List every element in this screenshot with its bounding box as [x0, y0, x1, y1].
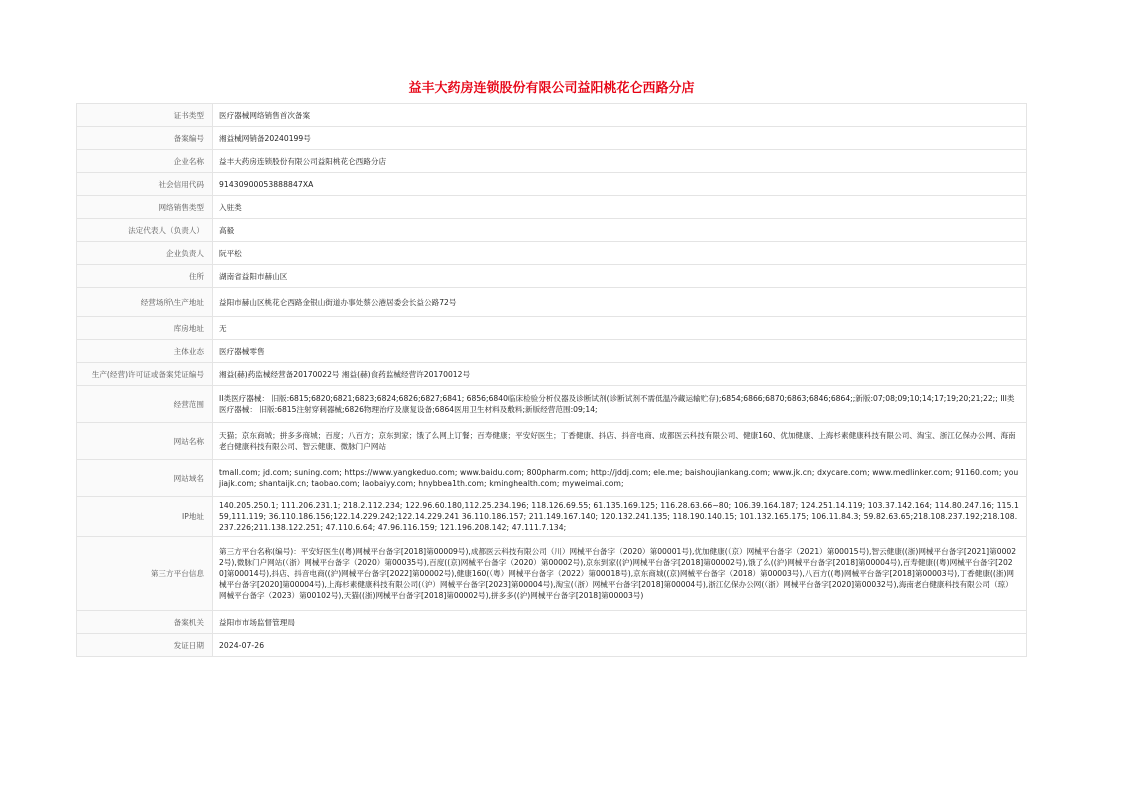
table-row: [77, 634, 1027, 657]
page-title: 益丰大药房连锁股份有限公司益阳桃花仑西路分店: [408, 81, 695, 96]
row-value: 湖南省益阳市赫山区: [213, 265, 1027, 288]
row-label: 网站域名: [77, 460, 213, 497]
row-value: 无: [213, 317, 1027, 340]
record-sheet: [76, 76, 1027, 657]
row-label: 发证日期: [77, 634, 213, 657]
row-value: 入驻类: [213, 196, 1027, 219]
table-row: [77, 104, 1027, 127]
row-label: IP地址: [77, 497, 213, 537]
table-row: [77, 317, 1027, 340]
row-label: 备案机关: [77, 611, 213, 634]
row-label: 证书类型: [77, 104, 213, 127]
row-label: 备案编号: [77, 127, 213, 150]
table-row: [77, 460, 1027, 497]
table-row: [77, 196, 1027, 219]
row-value: 91430900053888847XA: [213, 173, 1027, 196]
table-row: [77, 150, 1027, 173]
row-label: 网站名称: [77, 423, 213, 460]
table-row: [77, 537, 1027, 611]
table-row: [77, 363, 1027, 386]
table-row: [77, 386, 1027, 423]
row-value: 第三方平台名称(编号)：平安好医生((粤)网械平台备字[2018]第00009号),成都医云科技有限公司（川）网械平台备字（2020）第00001号),优加健康(（京）网械平台备字（2021）第00015号),智云健康((浙)网械平台备字[2021]第00022号),微脉门户网站(（浙）网械平台备字（2020）第00035号),百度((京)网械平台备字（2020）第00002号),京东到家((沪)网械平台备字[2018]第00002号),饿了么((沪)网械平台备字[2018]第00004号),百寿健康((粤)网械平台备字[2020]第00014号),抖店、抖音电商((沪)网械平台备字[2022]第00002号),健康160(（粤）网械平台备字（2022）第00018号),京东商城((京)网械平台备字（2018）第00003号),八百方((粤)网械平台备字[2018]第00003号),丁香健康((浙)网械平台备字[2020]第00004号),上海杉素健康科技有限公司(（沪）网械平台备字[2023]第00004号),淘宝(（浙）网械平台备字[2018]第00004号),浙江亿保办公网(（浙）网械平台备字[2020]第00032号),海南老白健康科技有限公司（琼）网械平台备字（2023）第00102号),天猫((浙)网械平台备字[2018]第00002号),拼多多((沪)网械平台备字[2018]第00003号): [213, 537, 1027, 611]
table-row: [77, 242, 1027, 265]
row-label: 经营范围: [77, 386, 213, 423]
table-row: [77, 127, 1027, 150]
row-label: 经营场所\生产地址: [77, 288, 213, 317]
row-value: II类医疗器械： 旧版:6815;6820;6821;6823;6824;6826;6827;6841; 6856;6840临床检验分析仪器及诊断试剂(诊断试剂不需低温冷藏运输贮存);6854;6866;6870;6863;6846;6864;;新版:07;08;09;10;14;17;19;20;21;22;; III类医疗器械： 旧版:6815注射穿刺器械;6826物理治疗及康复设备;6864医用卫生材料及敷料;新版经营范围:09;14;: [213, 386, 1027, 423]
table-row: [77, 265, 1027, 288]
row-value: 天猫；京东商城；拼多多商城；百度；八百方；京东到家；饿了么网上订餐；百寿健康；平安好医生；丁香健康、抖店、抖音电商、成都医云科技有限公司、健康160、优加健康、上海杉素健康科技有限公司、淘宝、浙江亿保办公网、海南老白健康科技有限公司、智云健康、微脉门户网站: [213, 423, 1027, 460]
row-label: 社会信用代码: [77, 173, 213, 196]
row-label: 企业负责人: [77, 242, 213, 265]
row-value: 益阳市市场监督管理局: [213, 611, 1027, 634]
row-value: 高毅: [213, 219, 1027, 242]
table-row: [77, 423, 1027, 460]
table-row: [77, 611, 1027, 634]
row-label: 网络销售类型: [77, 196, 213, 219]
row-value: 湘益(赫)药监械经营备20170022号 湘益(赫)食药监械经营许20170012号: [213, 363, 1027, 386]
row-value: 医疗器械网络销售首次备案: [213, 104, 1027, 127]
row-value: tmall.com; jd.com; suning.com; https://www.yangkeduo.com; www.baidu.com; 800pharm.com; http://jddj.com; ele.me; baishoujiankang.com; www.jk.cn; dxycare.com; www.medlinker.com; 91160.com; youjiajk.com; shantaijk.cn; taobao.com; laobaiyy.com; hnybbea1th.com; kminghealth.com; myweimai.com;: [213, 460, 1027, 497]
row-label: 库房地址: [77, 317, 213, 340]
row-value: 阮平松: [213, 242, 1027, 265]
record-table: [76, 103, 1027, 657]
row-label: 主体业态: [77, 340, 213, 363]
row-value: 益丰大药房连锁股份有限公司益阳桃花仑西路分店: [213, 150, 1027, 173]
table-row: [77, 219, 1027, 242]
row-label: 生产(经营)许可证或备案凭证编号: [77, 363, 213, 386]
row-label: 住所: [77, 265, 213, 288]
row-label: 法定代表人（负责人）: [77, 219, 213, 242]
table-row: [77, 340, 1027, 363]
table-row: [77, 288, 1027, 317]
row-value: 益阳市赫山区桃花仑西路金银山街道办事处蔡公港居委会长益公路72号: [213, 288, 1027, 317]
row-value: 湘益械网销备20240199号: [213, 127, 1027, 150]
row-label: 第三方平台信息: [77, 537, 213, 611]
table-row: [77, 497, 1027, 537]
row-value: 2024-07-26: [213, 634, 1027, 657]
table-row: [77, 173, 1027, 196]
row-value: 医疗器械零售: [213, 340, 1027, 363]
row-label: 企业名称: [77, 150, 213, 173]
row-value: 140.205.250.1; 111.206.231.1; 218.2.112.234; 122.96.60.180,112.25.234.196; 118.126.69.55; 61.135.169.125; 116.28.63.66~80; 106.39.164.187; 124.251.14.119; 103.37.142.164; 114.80.247.16; 115.159,111.119; 36.110.186.156;122.14.229.242;122.14.229.241 36.110.186.157; 211.149.167.140; 120.132.241.135; 118.190.140.15; 101.132.165.175; 106.11.84.3; 59.82.63.65;218.108.237.192;218.108.237.226;211.138.122.251; 47.110.6.64; 47.96.116.159; 121.196.208.142; 47.111.7.134;: [213, 497, 1027, 537]
